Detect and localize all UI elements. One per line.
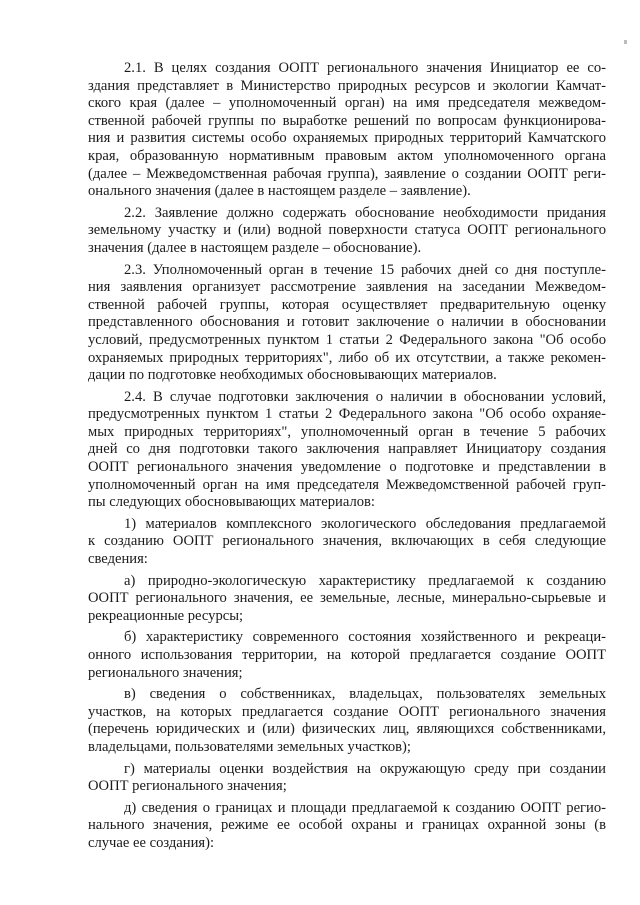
text-line: случае ее создания): (88, 834, 215, 851)
text-line: регионального значения; (88, 664, 243, 681)
text-line: уполномоченный орган на имя председателя Межведомственной рабочей груп- (88, 476, 606, 493)
text-line: 2.3. Уполномоченный орган в течение 15 рабочих дней со дня поступле- (124, 261, 606, 278)
paragraph-p-2-3 (88, 262, 606, 385)
text-line: онного использования территории, на которой предлагается создание ООПТ (88, 647, 606, 663)
paragraph-p-item-g (88, 761, 606, 796)
text-line: предусмотренных пунктом 1 статьи 2 Федерального закона "Об особо охраняе- (88, 406, 606, 423)
text-line: ООПТ регионального значения; (88, 778, 287, 795)
text-line: условий, предусмотренных пунктом 1 статьи 2 Федерального закона "Об особо (88, 331, 606, 348)
text-line: в) сведения о собственниках, владельцах, пользователях земельных (124, 686, 606, 703)
scan-speck (624, 40, 627, 44)
text-line: участков, на которых предлагается создание ООПТ регионального значения (88, 703, 606, 720)
text-line: значения (далее в настоящем разделе – обоснование). (88, 239, 422, 256)
text-line: 2.4. В случае подготовки заключения о наличии в обосновании условий, (124, 388, 606, 405)
text-line: охраняемых природных территориях", либо об их отсутствии, а также рекомен- (88, 349, 606, 366)
paragraph-p-item-v (88, 686, 606, 756)
text-line: ООПТ регионального значения, ее земельные, лесные, минерально-сырьевые и (88, 590, 606, 607)
text-line: ния заявления организует рассмотрение заявления на заседании Межведом- (88, 279, 606, 296)
text-line: сведения: (88, 551, 148, 568)
paragraph-p-item-a (88, 573, 606, 626)
text-line: 2.2. Заявление должно содержать обоснование необходимости придания (124, 204, 606, 221)
text-line: ственной рабочей группы по выработке решений по вопросам функционирова- (88, 112, 606, 129)
paragraph-p-item-d (88, 800, 606, 853)
text-line: рекреационные ресурсы; (88, 607, 244, 624)
text-line: д) сведения о границах и площади предлагаемой к созданию ООПТ регио- (124, 799, 606, 816)
text-line: ственной рабочей группы, которая осуществляет предварительную оценку (88, 296, 606, 313)
text-line: пы следующих обосновывающих материалов: (88, 494, 375, 511)
paragraph-p-item-1 (88, 516, 606, 569)
paragraph-p-2-4 (88, 389, 606, 512)
text-line: к созданию ООПТ регионального значения, включающих в себя следующие (88, 533, 606, 550)
text-line: г) материалы оценки воздействия на окружающую среду при создании (124, 760, 606, 777)
text-line: здания представляет в Министерство природных ресурсов и экологии Камчат- (88, 77, 606, 94)
text-line: онального значения (далее в настоящем разделе – заявление). (88, 183, 471, 200)
text-line: нального значения, режиме ее особой охраны и границах охранной зоны (в (88, 817, 606, 834)
text-line: (далее – Межведомственная рабочая группа), заявление о создании ООПТ реги- (88, 165, 606, 182)
text-line: а) природно-экологическую характеристику предлагаемой к созданию (124, 572, 606, 589)
text-line: дней со дня подготовки такого заключения направляет Инициатору создания (88, 441, 606, 458)
text-line: ООПТ регионального значения уведомление о подготовке и представлении в (88, 459, 606, 476)
paragraph-p-item-b (88, 629, 606, 682)
text-line: мых природных территориях", уполномоченный орган в течение 5 рабочих (88, 423, 606, 440)
text-line: земельному участку и (или) водной поверхности статуса ООПТ регионального (88, 222, 606, 239)
text-line: ского края (далее – уполномоченный орган) на имя председателя межведом- (88, 95, 606, 112)
text-line: представленного обоснования и готовит заключение о наличии в обосновании (88, 314, 606, 331)
text-line: дации по подготовке необходимых обосновывающих материалов. (88, 367, 497, 384)
text-line: 1) материалов комплексного экологического обследования предлагаемой (124, 515, 606, 532)
text-line: ния и развития системы особо охраняемых природных территорий Камчатского (88, 130, 606, 147)
text-line: владельцами, пользователями земельных участков); (88, 738, 411, 755)
text-line: края, образованную нормативным правовым актом уполномоченного органа (88, 147, 606, 164)
text-line: (перечень юридических и (или) физических лиц, являющихся собственниками, (88, 721, 606, 738)
text-line: 2.1. В целях создания ООПТ регионального значения Инициатор ее со- (124, 60, 606, 76)
text-line: б) характеристику современного состояния хозяйственного и рекреаци- (124, 629, 606, 646)
paragraph-p-2-2 (88, 205, 606, 258)
document-body (88, 60, 606, 853)
paragraph-p-2-1 (88, 60, 606, 201)
